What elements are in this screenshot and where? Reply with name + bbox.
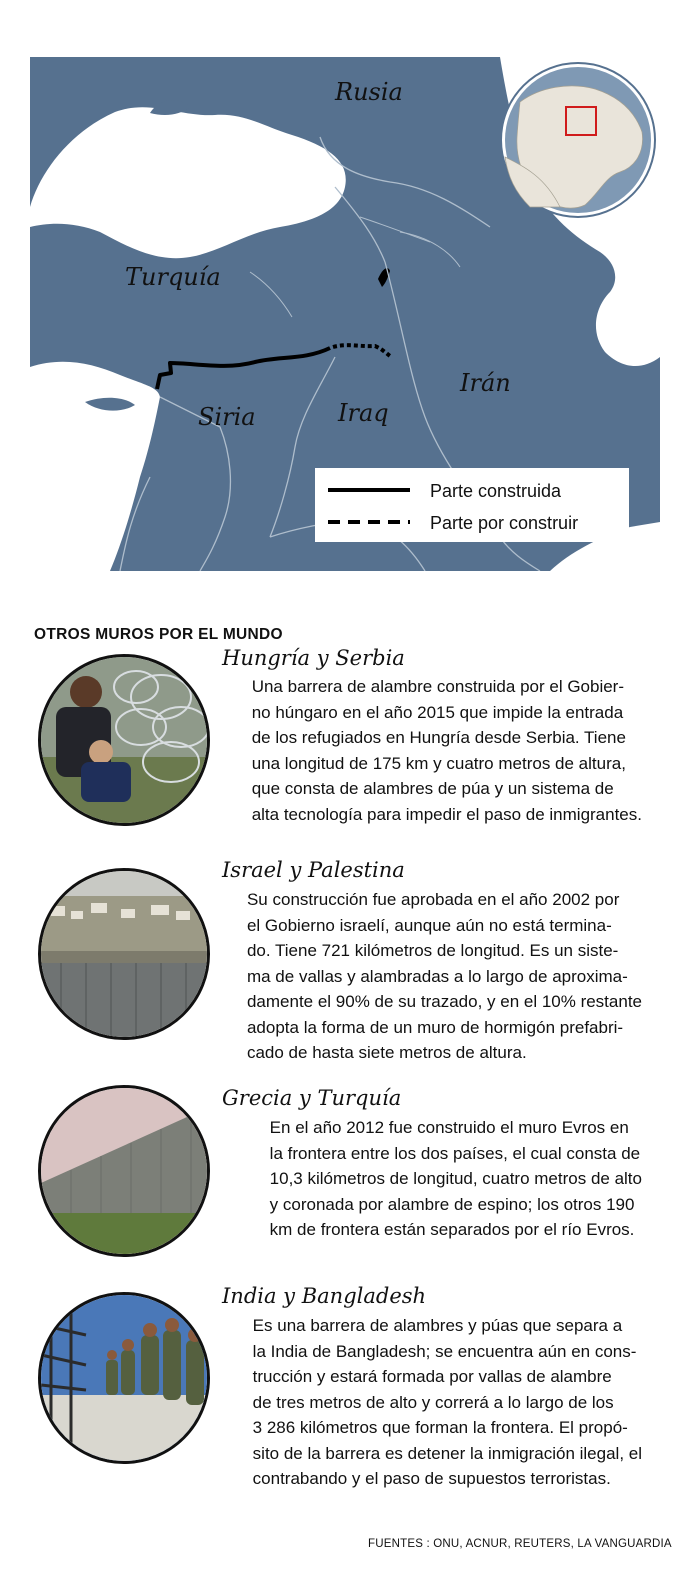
description-line: de tres metros de alto y correrá a lo largo de los [252,1392,614,1412]
description-line: de los refugiados en Hungría desde Serbia. Tiene [251,728,626,747]
label-syria: Siria [198,403,256,431]
description-line: alta tecnología para impedir el paso de inmigrantes. [251,804,642,824]
description-line: damente el 90% de su trazado, y en el 10% restante [246,992,642,1011]
section-title: OTROS MUROS POR EL MUNDO [34,626,283,643]
wall-description [252,674,642,827]
wall-title: India y Bangladesh [222,1284,427,1308]
label-iran: Irán [460,369,511,397]
description-line: Una barrera de alambre construida por el Gobier- [251,677,625,696]
legend [315,468,629,542]
wall-description [253,1313,642,1492]
description-line: contrabando y el paso de supuestos terroristas. [252,1469,611,1488]
photo-hungary-serbia [38,654,210,826]
description-line: 3 286 kilómetros que forman la frontera. El propó- [252,1418,628,1437]
description-line: una longitud de 175 km y cuatro metros de altura, [251,753,626,773]
description-line: adopta la forma de un muro de hormigón prefabri- [246,1017,624,1037]
description-line: el Gobierno israelí, aunque aún no está termina- [246,915,612,935]
description-line: la frontera entre los dos países, el cual consta de [269,1143,641,1163]
map [30,57,660,571]
wall-title: Israel y Palestina [222,858,405,882]
sources-note: FUENTES : ONU, ACNUR, REUTERS, LA VANGUARDIA [368,1538,672,1550]
description-line: Es una barrera de alambres y púas que separa a [252,1316,623,1335]
description-line: Su construcción fue aprobada en el año 2002 por [246,890,620,909]
legend-unbuilt-label: Parte por construir [430,513,579,533]
description-line: 10,3 kilómetros de longitud, cuatro metros de alto [269,1169,642,1188]
photo-greece-turkey [38,1085,210,1257]
description-line: trucción y estará formada por vallas de alambre [252,1367,612,1386]
description-line: y coronada por alambre de espino; los otros 190 [269,1194,635,1214]
label-iraq: Iraq [338,399,389,427]
description-line: que consta de alambres de púa y un sistema de [251,779,614,798]
wall-description [247,887,642,1066]
globe-inset [501,63,655,217]
description-line: do. Tiene 721 kilómetros de longitud. Es un siste- [246,941,619,960]
wall-title: Grecia y Turquía [222,1086,402,1110]
wall-title: Hungría y Serbia [222,646,405,670]
description-line: cado de hasta siete metros de altura. [246,1043,527,1062]
map-svg [30,57,660,571]
label-russia: Rusia [335,78,403,106]
description-line: no húngaro en el año 2015 que impide la entrada [251,702,624,722]
description-line: la India de Bangladesh; se encuentra aún en cons- [252,1341,637,1361]
photo-israel-palestine [38,868,210,1040]
description-line: km de frontera están separados por el río Evros. [269,1220,635,1239]
photo-india-bangladesh [38,1292,210,1464]
description-line: sito de la barrera es detener la inmigración ilegal, el [252,1443,642,1463]
description-line: ma de vallas y alambradas a lo largo de aproxima- [246,966,628,986]
description-line: En el año 2012 fue construido el muro Evros en [269,1118,629,1137]
label-turkey: Turquía [125,263,221,291]
legend-built-label: Parte construida [430,481,562,501]
wall-description [270,1115,642,1243]
